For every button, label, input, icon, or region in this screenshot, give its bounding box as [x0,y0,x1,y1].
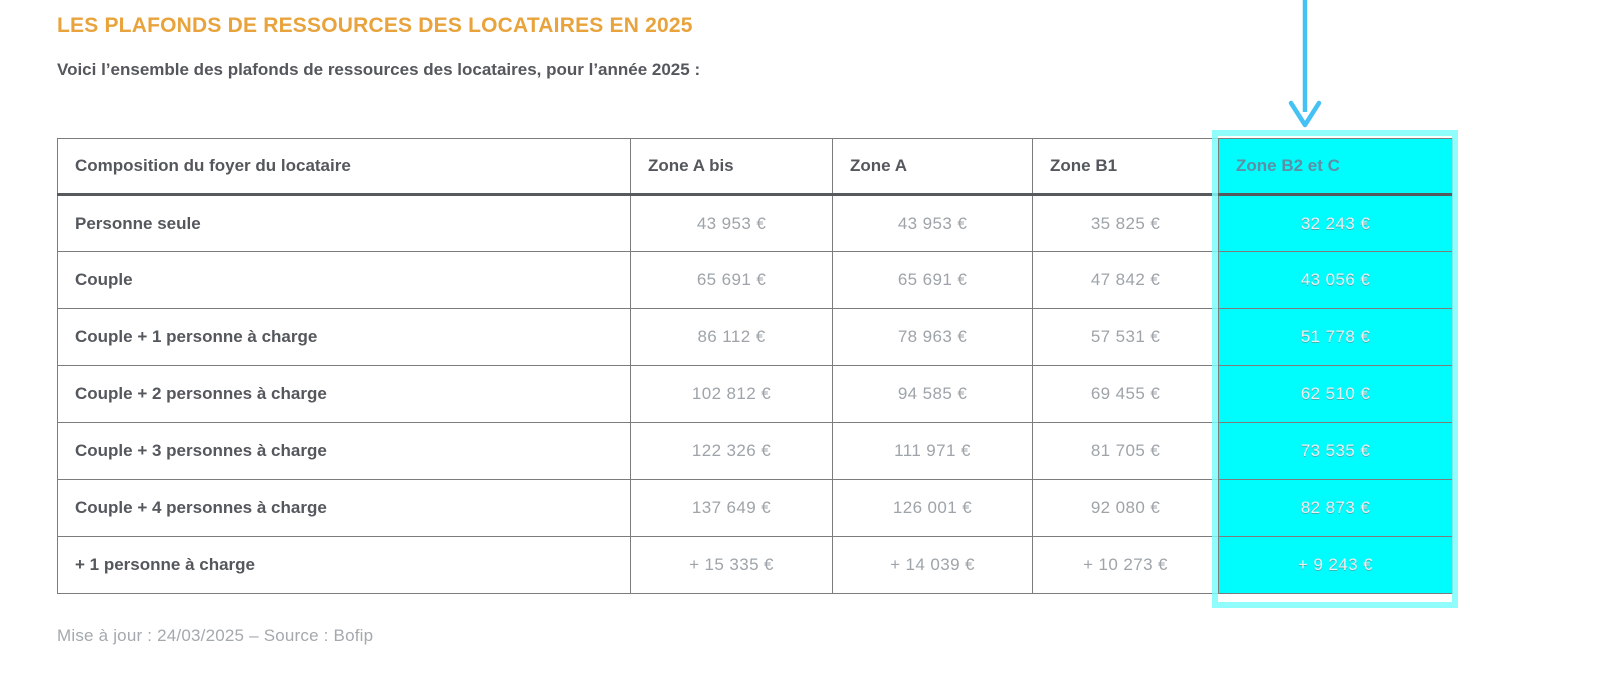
value-cell: 43 953 € [833,195,1033,252]
table-row [58,252,1453,309]
pointer-arrow-icon [1281,0,1329,130]
value-cell: 43 953 € [631,195,833,252]
value-cell: + 9 243 € [1219,537,1453,594]
row-label-cell: Couple + 2 personnes à charge [58,366,631,423]
value-cell: 65 691 € [631,252,833,309]
header-cell-zone-a: Zone A [833,139,1033,195]
value-cell: 69 455 € [1033,366,1219,423]
header-cell-zone-b2-et-c: Zone B2 et C [1219,139,1453,195]
value-cell: 73 535 € [1219,423,1453,480]
value-cell: 94 585 € [833,366,1033,423]
page-subtitle: Voici l’ensemble des plafonds de ressources des locataires, pour l’année 2025 : [57,60,701,79]
value-cell: 81 705 € [1033,423,1219,480]
row-label-cell: Personne seule [58,195,631,252]
value-cell: 43 056 € [1219,252,1453,309]
header-cell-zone-a-bis: Zone A bis [631,139,833,195]
row-label-cell: Couple + 3 personnes à charge [58,423,631,480]
resource-ceilings-table [57,138,1453,594]
table-row [58,366,1453,423]
value-cell: 51 778 € [1219,309,1453,366]
table-header-row [58,139,1453,195]
value-cell: 32 243 € [1219,195,1453,252]
value-cell: 137 649 € [631,480,833,537]
row-label-cell: Couple + 1 personne à charge [58,309,631,366]
value-cell: 86 112 € [631,309,833,366]
table-row [58,195,1453,252]
row-label-cell: Couple + 4 personnes à charge [58,480,631,537]
value-cell: 122 326 € [631,423,833,480]
table-row [58,480,1453,537]
table-row [58,309,1453,366]
table-row [58,537,1453,594]
value-cell: + 10 273 € [1033,537,1219,594]
value-cell: + 14 039 € [833,537,1033,594]
value-cell: 47 842 € [1033,252,1219,309]
table-row [58,423,1453,480]
value-cell: 35 825 € [1033,195,1219,252]
value-cell: 82 873 € [1219,480,1453,537]
value-cell: 65 691 € [833,252,1033,309]
value-cell: + 15 335 € [631,537,833,594]
value-cell: 111 971 € [833,423,1033,480]
value-cell: 57 531 € [1033,309,1219,366]
value-cell: 126 001 € [833,480,1033,537]
header-cell-composition: Composition du foyer du locataire [58,139,631,195]
update-source-note: Mise à jour : 24/03/2025 – Source : Bofip [57,626,374,645]
value-cell: 102 812 € [631,366,833,423]
value-cell: 62 510 € [1219,366,1453,423]
header-cell-zone-b1: Zone B1 [1033,139,1219,195]
page-title: LES PLAFONDS DE RESSOURCES DES LOCATAIRES EN 2025 [57,14,693,37]
row-label-cell: Couple [58,252,631,309]
value-cell: 92 080 € [1033,480,1219,537]
value-cell: 78 963 € [833,309,1033,366]
row-label-cell: + 1 personne à charge [58,537,631,594]
